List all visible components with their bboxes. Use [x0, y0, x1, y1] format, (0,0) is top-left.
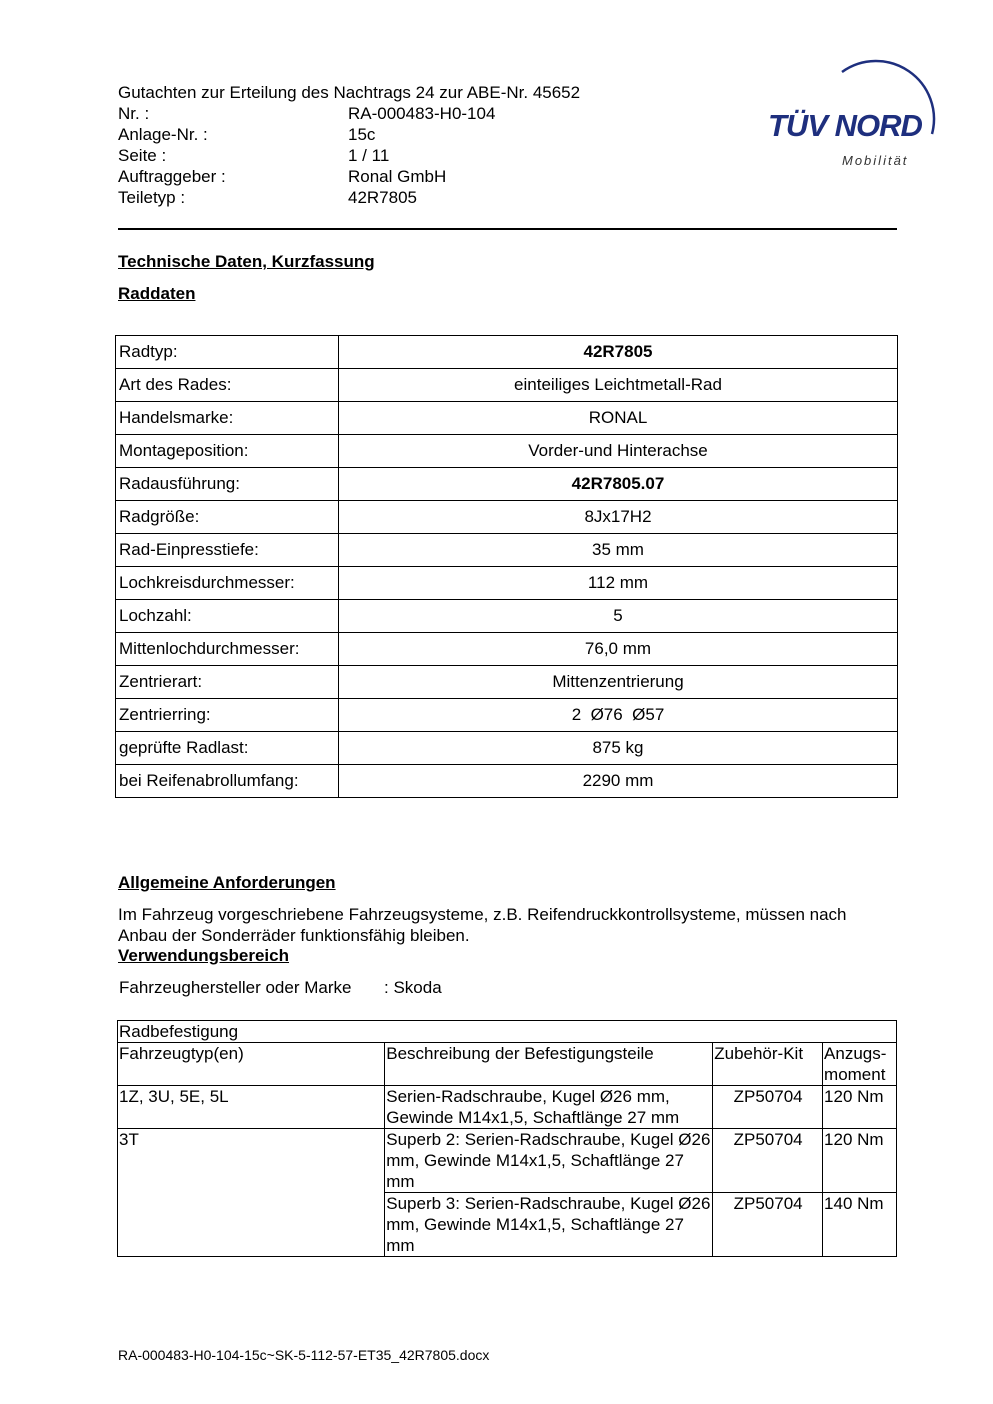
maker-label: Fahrzeughersteller oder Marke [119, 978, 352, 997]
heading-technische-daten: Technische Daten, Kurzfassung [118, 252, 375, 271]
anforderungen-text: Im Fahrzeug vorgeschriebene Fahrzeugsysteme, z.B. Reifendruckkontrollsysteme, müssen nach Anbau der Sonderräder funktionsfähig bleiben. [118, 905, 847, 945]
row-label: Zentrierring: [116, 699, 339, 732]
row-label: Lochkreisdurchmesser: [116, 567, 339, 600]
row-value: 2 Ø76 Ø57 [339, 699, 898, 732]
header-value: RA-000483-H0-104 [348, 104, 496, 123]
row-value: 42R7805.07 [339, 468, 898, 501]
table-row [116, 633, 898, 666]
header-value: 42R7805 [348, 188, 418, 207]
row-label: Art des Rades: [116, 369, 339, 402]
table-row [116, 666, 898, 699]
header-label: Teiletyp : [118, 188, 186, 207]
row-label: Radausführung: [116, 468, 339, 501]
cell-zubehoer-kit: ZP50704 [713, 1193, 823, 1257]
table-row [116, 600, 898, 633]
row-value: 5 [339, 600, 898, 633]
row-label: Zentrierart: [116, 666, 339, 699]
row-value: 112 mm [339, 567, 898, 600]
maker-value: : Skoda [384, 978, 442, 997]
table-title: Radbefestigung [118, 1021, 897, 1043]
row-value: 875 kg [339, 732, 898, 765]
row-value: Mittenzentrierung [339, 666, 898, 699]
row-label: Handelsmarke: [116, 402, 339, 435]
row-label: Rad-Einpresstiefe: [116, 534, 339, 567]
column-header: Fahrzeugtyp(en) [118, 1043, 385, 1086]
cell-anzugsmoment: 120 Nm [823, 1129, 897, 1193]
row-label: Radtyp: [116, 336, 339, 369]
column-header: Beschreibung der Befestigungsteile [385, 1043, 713, 1086]
radbefestigung-table [117, 1020, 897, 1257]
table-row [116, 699, 898, 732]
heading-allgemeine-anforderungen: Allgemeine Anforderungen [118, 873, 336, 892]
cell-anzugsmoment: 120 Nm [823, 1086, 897, 1129]
row-value: RONAL [339, 402, 898, 435]
cell-beschreibung: Superb 3: Serien-Radschraube, Kugel Ø26 mm, Gewinde M14x1,5, Schaftlänge 27 mm [385, 1193, 713, 1257]
header-value: Ronal GmbH [348, 167, 447, 186]
tuv-nord-logo [762, 58, 942, 170]
table-row [116, 336, 898, 369]
header-label: Auftraggeber : [118, 167, 226, 186]
header-label: Seite : [118, 146, 167, 165]
logo-wordmark: TÜV NORD [768, 108, 922, 143]
table-header-row [118, 1043, 897, 1086]
table-row [116, 435, 898, 468]
header-row [118, 124, 580, 145]
row-value: 42R7805 [339, 336, 898, 369]
cell-beschreibung: Superb 2: Serien-Radschraube, Kugel Ø26 mm, Gewinde M14x1,5, Schaftlänge 27 mm [385, 1129, 713, 1193]
header-title: Gutachten zur Erteilung des Nachtrags 24 zur ABE-Nr. 45652 [118, 83, 581, 102]
row-label: geprüfte Radlast: [116, 732, 339, 765]
table-row [116, 402, 898, 435]
heading-verwendungsbereich: Verwendungsbereich [118, 946, 289, 965]
row-value: 76,0 mm [339, 633, 898, 666]
heading-raddaten: Raddaten [118, 284, 196, 303]
cell-fahrzeugtyp: 1Z, 3U, 5E, 5L [118, 1086, 385, 1129]
table-row [116, 501, 898, 534]
cell-anzugsmoment: 140 Nm [823, 1193, 897, 1257]
table-row [116, 369, 898, 402]
table-row [116, 567, 898, 600]
header-divider [118, 228, 897, 230]
header-label: Anlage-Nr. : [118, 125, 208, 144]
header-label: Nr. : [118, 104, 150, 123]
cell-zubehoer-kit: ZP50704 [713, 1086, 823, 1129]
header-value: 15c [348, 125, 376, 144]
cell-beschreibung: Serien-Radschraube, Kugel Ø26 mm, Gewinde M14x1,5, Schaftlänge 27 mm [385, 1086, 713, 1129]
column-header: Zubehör-Kit [713, 1043, 823, 1086]
table-row [118, 1129, 897, 1193]
table-title-row [118, 1021, 897, 1043]
table-row [116, 765, 898, 798]
row-label: bei Reifenabrollumfang: [116, 765, 339, 798]
header-row [118, 166, 580, 187]
column-header: Anzugs- moment [823, 1043, 897, 1086]
row-label: Mittenlochdurchmesser: [116, 633, 339, 666]
row-label: Radgröße: [116, 501, 339, 534]
logo-subtitle: Mobilität [842, 153, 909, 168]
table-row [116, 534, 898, 567]
table-row [116, 732, 898, 765]
row-label: Montageposition: [116, 435, 339, 468]
row-value: 35 mm [339, 534, 898, 567]
row-value: 2290 mm [339, 765, 898, 798]
raddaten-table [115, 335, 898, 798]
document-header [118, 82, 580, 208]
header-value: 1 / 11 [348, 146, 390, 165]
fahrzeughersteller-line [119, 978, 442, 998]
header-row [118, 187, 580, 208]
row-value: Vorder-und Hinterachse [339, 435, 898, 468]
header-row [118, 103, 580, 124]
row-value: einteiliges Leichtmetall-Rad [339, 369, 898, 402]
row-label: Lochzahl: [116, 600, 339, 633]
row-value: 8Jx17H2 [339, 501, 898, 534]
table-row [118, 1086, 897, 1129]
table-row [116, 468, 898, 501]
header-row [118, 145, 580, 166]
cell-fahrzeugtyp: 3T [118, 1129, 385, 1257]
cell-zubehoer-kit: ZP50704 [713, 1129, 823, 1193]
footer-filename: RA-000483-H0-104-15c~SK-5-112-57-ET35_42R7805.docx [118, 1347, 490, 1363]
